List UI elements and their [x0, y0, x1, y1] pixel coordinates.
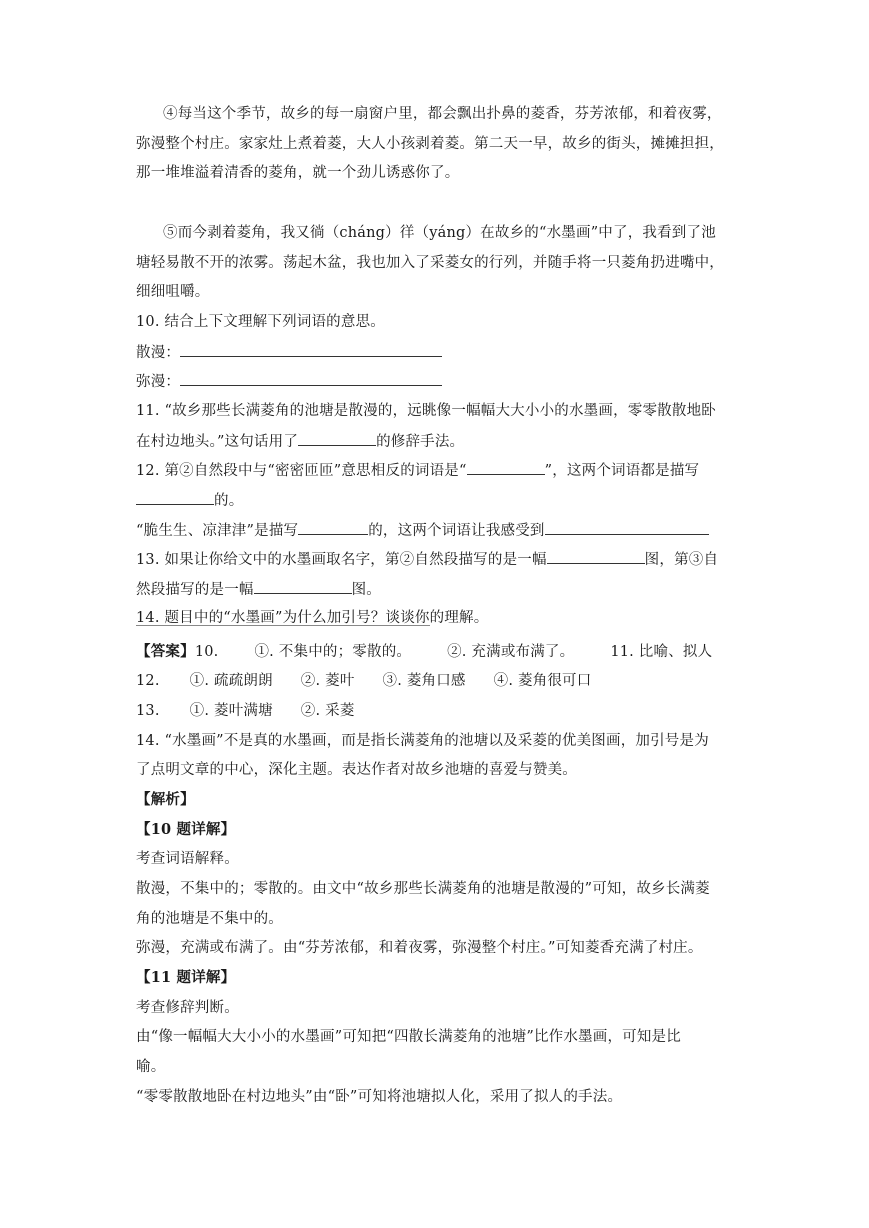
question-11-text-a: 在村边地头。”这句话用了 — [136, 434, 299, 450]
analysis-11-line1: 由“像一幅幅大大小小的水墨画”可知把“四散长满菱角的池塘”比作水墨画，可知是比 — [136, 1029, 681, 1045]
question-12-line2 — [136, 490, 243, 511]
answer-blank[interactable] — [136, 490, 214, 505]
answer-blank[interactable] — [298, 520, 368, 535]
answer-13-num: 13. — [136, 703, 160, 719]
answer-13-2: ②. 采菱 — [300, 703, 355, 719]
answer-blank[interactable] — [254, 579, 352, 594]
question-13-text-a: 13. 如果让你给文中的水墨画取名字，第②自然段描写的是一幅 — [136, 552, 547, 568]
analysis-10-line1: 散漫，不集中的；零散的。由文中“故乡那些长满菱角的池塘是散漫的”可知，故乡长满菱 — [136, 881, 710, 897]
analysis-10-line2: 角的池塘是不集中的。 — [136, 911, 283, 927]
answer-blank[interactable] — [298, 431, 376, 446]
question-10: 10. 结合上下文理解下列词语的意思。 — [136, 314, 385, 330]
answer-row-2 — [136, 671, 591, 691]
question-12-line3 — [136, 520, 709, 541]
analysis-11-line2: 喻。 — [136, 1059, 166, 1075]
answer-row-3 — [136, 701, 355, 721]
answer-12-4: ④. 菱角很可口 — [493, 673, 592, 689]
answer-10-1: ①. 不集中的；零散的。 — [254, 644, 412, 660]
answer-12-num: 12. — [136, 673, 160, 689]
analysis-11-label: 【11 题详解】 — [136, 969, 236, 986]
answer-13-1: ①. 菱叶满塘 — [189, 703, 273, 719]
answer-row-1 — [136, 642, 712, 662]
question-12-text-e: 的，这两个词语让我感受到 — [368, 523, 545, 539]
question-12-text-a: 12. 第②自然段中与“密密匝匝”意思相反的词语是“ — [136, 463, 467, 479]
question-13-text-d: 图。 — [351, 582, 382, 598]
question-12-text-b: ”，这两个词语都是描写 — [544, 463, 700, 479]
analysis-11-line3: “零零散散地卧在村边地头”由“卧”可知将池塘拟人化，采用了拟人的手法。 — [136, 1089, 623, 1105]
answer-11: 11. 比喻、拟人 — [610, 644, 713, 660]
question-11-line1: 11. “故乡那些长满菱角的池塘是散漫的，远眺像一幅幅大大小小的水墨画，零零散散地卧 — [136, 403, 716, 419]
passage-p5-line3: 细细咀嚼。 — [136, 284, 210, 300]
analysis-10-intro: 考查词语解释。 — [136, 851, 239, 867]
question-10-a-label: 散漫： — [136, 345, 181, 361]
answer-blank[interactable] — [180, 371, 442, 386]
answer-line-14[interactable] — [136, 625, 430, 626]
question-10-a — [136, 342, 442, 363]
answer-blank[interactable] — [180, 342, 442, 357]
answer-14-line1: 14. “水墨画”不是真的水墨画，而是指长满菱角的池塘以及采菱的优美图画，加引号是为 — [136, 733, 709, 749]
analysis-10-line3: 弥漫，充满或布满了。由“芬芳浓郁，和着夜雾，弥漫整个村庄。”可知菱香充满了村庄。 — [136, 940, 703, 956]
answer-12-3: ③. 菱角口感 — [382, 673, 466, 689]
question-14: 14. 题目中的“水墨画”为什么加引号？谈谈你的理解。 — [136, 610, 489, 626]
answer-14-line2: 了点明文章的中心，深化主题。表达作者对故乡池塘的喜爱与赞美。 — [136, 762, 577, 778]
answer-blank[interactable] — [545, 520, 709, 535]
passage-p5-line2: 塘轻易散不开的浓雾。荡起木盆，我也加入了采菱女的行列，并随手将一只菱角扔进嘴中， — [136, 255, 724, 271]
answer-12-2: ②. 菱叶 — [300, 673, 355, 689]
question-13-line1 — [136, 549, 718, 570]
question-12-text-d: “脆生生、凉津津”是描写 — [136, 523, 299, 539]
question-10-b-label: 弥漫： — [136, 374, 181, 390]
question-12-line1 — [136, 460, 699, 481]
question-11-line2 — [136, 431, 464, 452]
answer-blank[interactable] — [467, 460, 545, 475]
passage-p4-line2: 弥漫整个村庄。家家灶上煮着菱，大人小孩剥着菱。第二天一早，故乡的街头，摊摊担担， — [136, 136, 724, 152]
passage-p5-line1: ⑤而今剥着菱角，我又徜（cháng）徉（yáng）在故乡的“水墨画”中了，我看到了池 — [163, 225, 716, 241]
analysis-10-label: 【10 题详解】 — [136, 821, 236, 838]
question-10-b — [136, 371, 442, 392]
passage-p4-line1: ④每当这个季节，故乡的每一扇窗户里，都会飘出扑鼻的菱香，芬芳浓郁，和着夜雾， — [163, 106, 722, 122]
analysis-11-intro: 考查修辞判断。 — [136, 1000, 239, 1016]
answer-blank[interactable] — [547, 549, 645, 564]
question-13-text-b: 图，第③自 — [644, 552, 719, 568]
answer-label: 【答案】 — [136, 643, 195, 660]
answer-10-num: 10. — [194, 644, 219, 660]
question-13-text-c: 然段描写的是一幅 — [136, 582, 254, 598]
answer-12-1: ①. 疏疏朗朗 — [189, 673, 273, 689]
analysis-label: 【解析】 — [136, 791, 195, 808]
passage-p4-line3: 那一堆堆溢着清香的菱角，就一个劲儿诱惑你了。 — [136, 165, 460, 181]
question-11-text-b: 的修辞手法。 — [376, 434, 465, 450]
question-13-line2 — [136, 579, 381, 600]
answer-10-2: ②. 充满或布满了。 — [447, 644, 575, 660]
question-12-text-c: 的。 — [214, 493, 244, 509]
